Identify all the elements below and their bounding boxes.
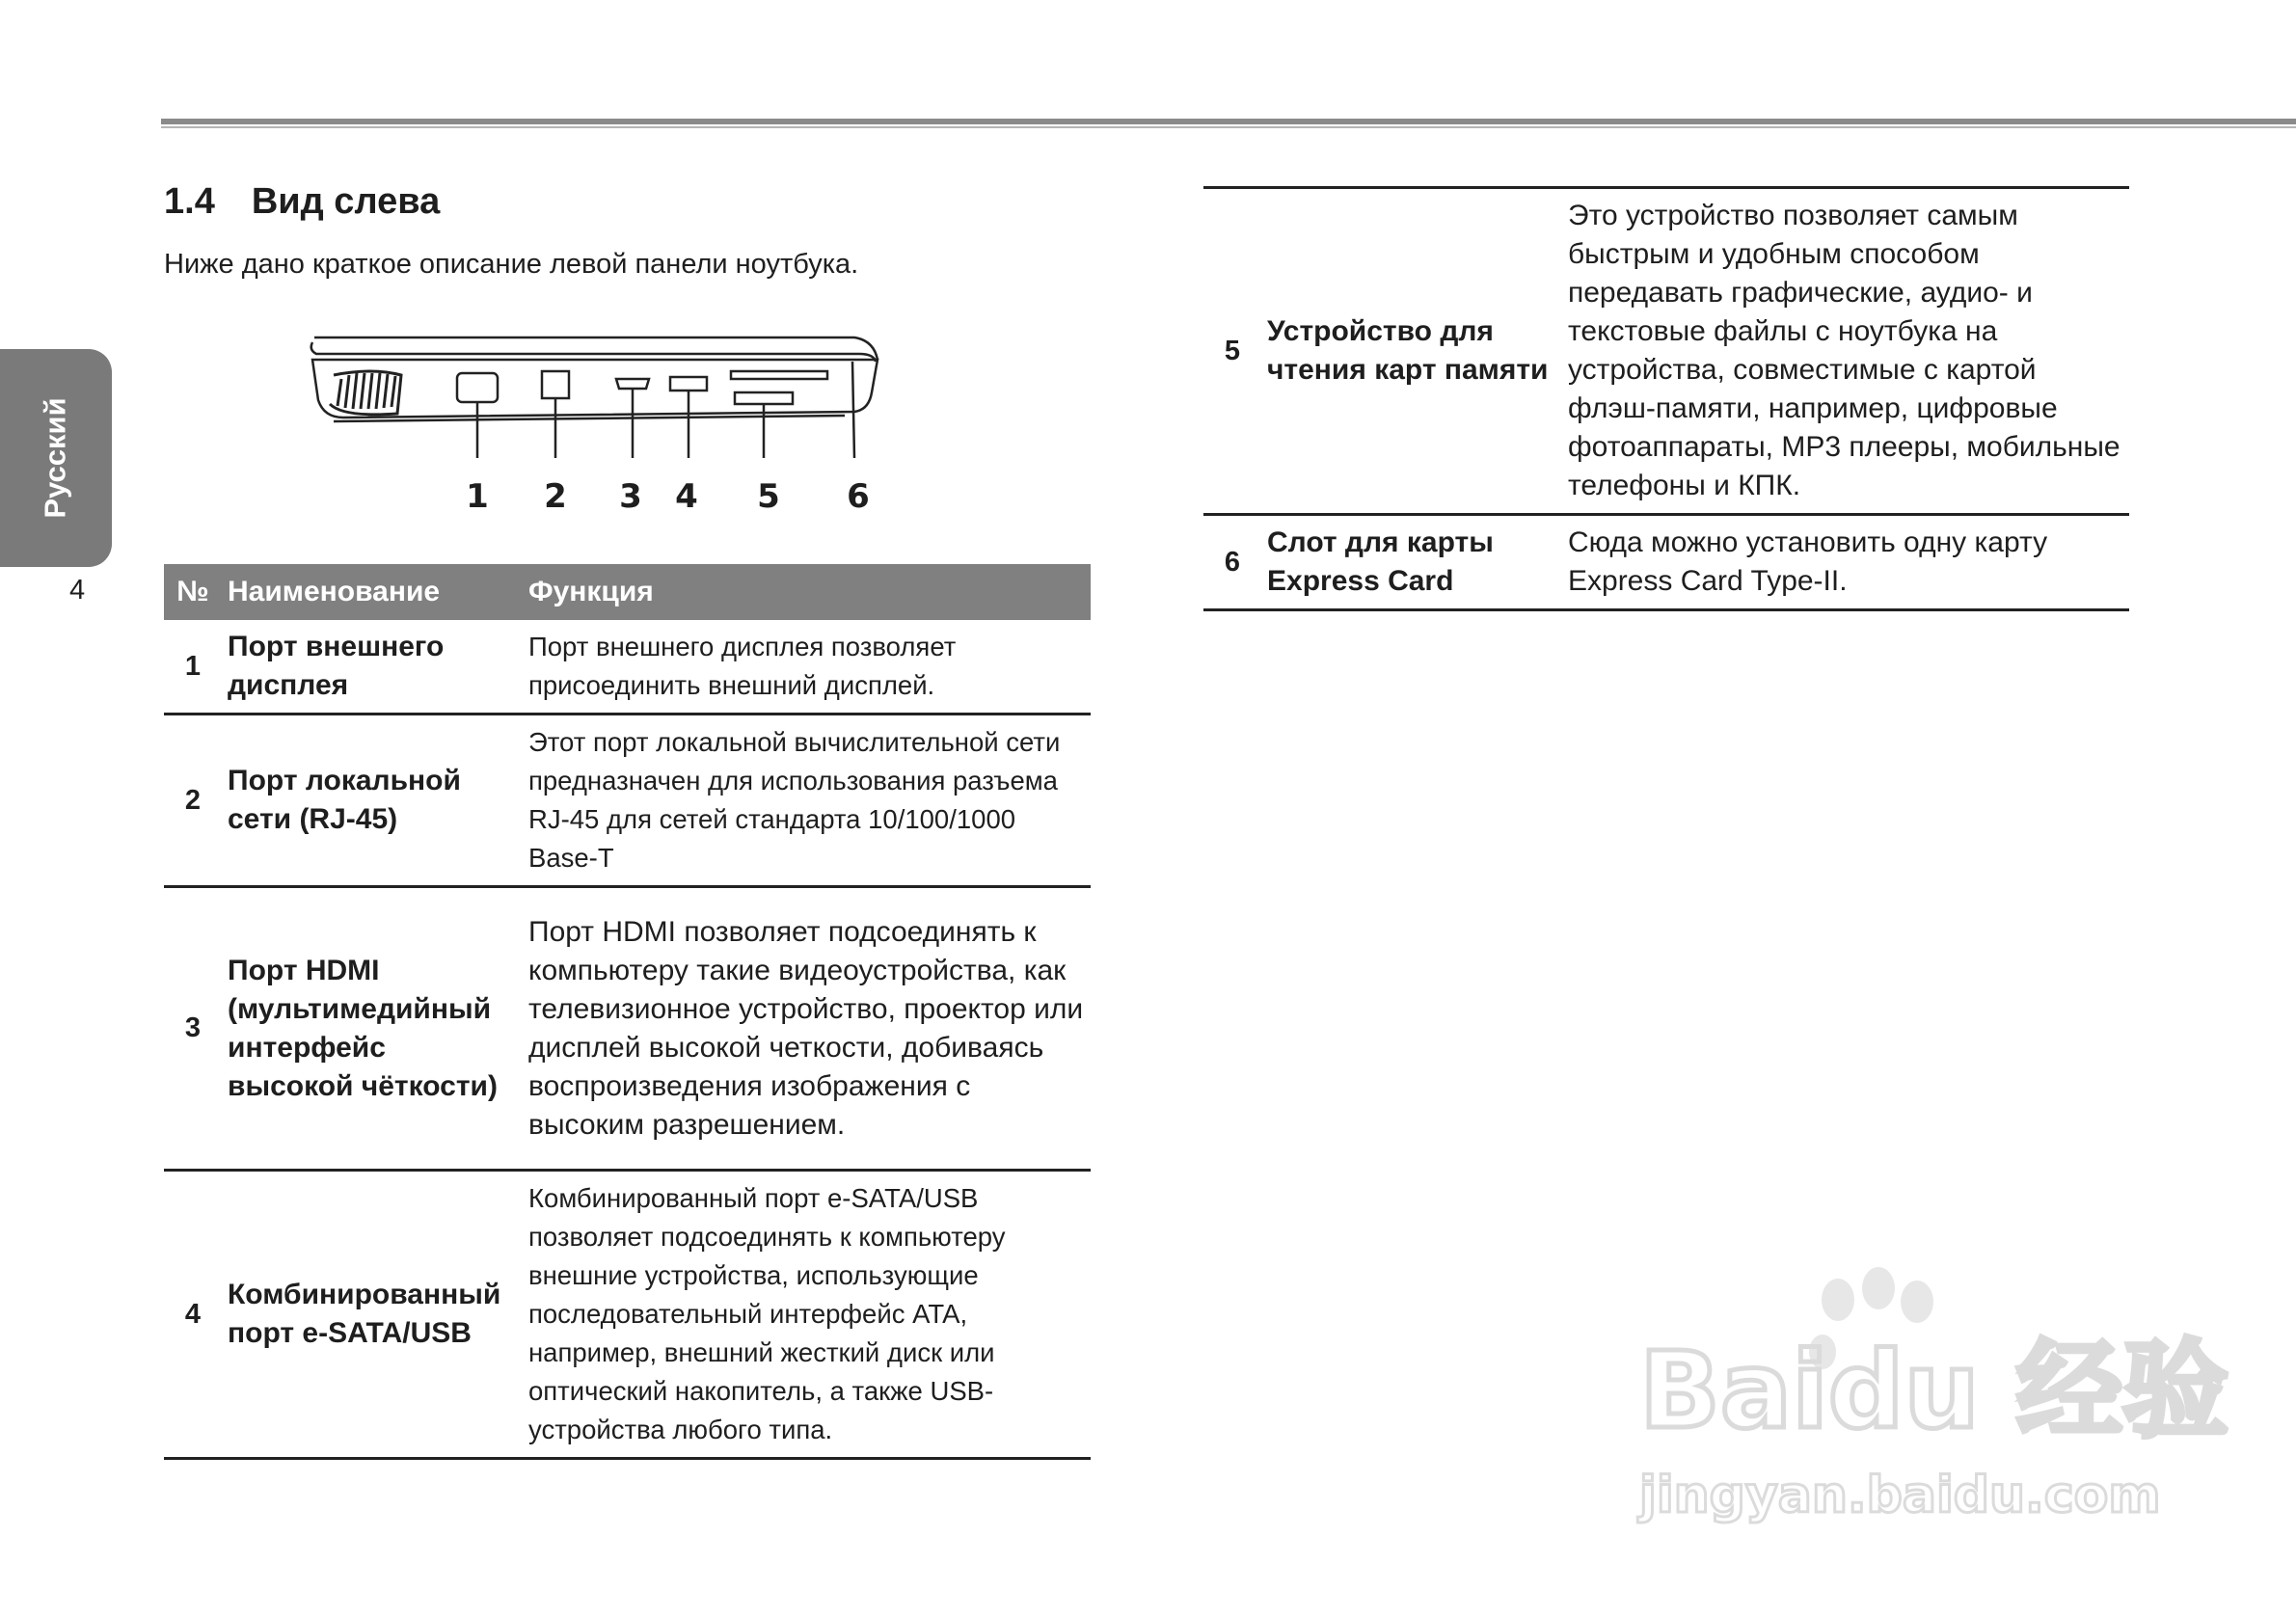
row-function: Сюда можно установить одну карту Express Card Type-II. — [1562, 515, 2129, 610]
watermark-url: jingyan.baidu.com — [1639, 1467, 2161, 1524]
row-number: 5 — [1203, 188, 1261, 515]
row-number: 3 — [164, 887, 222, 1171]
header-rule — [161, 119, 2296, 124]
row-name: Порт внешнего дисплея — [222, 620, 523, 715]
ports-table — [164, 564, 1091, 1460]
row-number: 1 — [164, 620, 222, 715]
watermark-brand: Baidu 经验 — [1639, 1329, 2229, 1452]
row-name: Слот для карты Express Card — [1261, 515, 1562, 610]
header-rule-thin — [161, 126, 2296, 128]
row-name: Порт локальной сети (RJ-45) — [222, 715, 523, 887]
expresscard-slot-icon — [731, 371, 827, 379]
row-function: Порт HDMI позволяет подсоединять к компьютеру такие видеоустройства, как телевизионное устройство, проектор или дисплей высокой четкости, добиваясь воспроизведения изображения с высоким разрешением. — [523, 887, 1091, 1171]
intro-text: Ниже дано краткое описание левой панели ноутбука. — [164, 249, 859, 280]
section-number: 1.4 — [164, 181, 215, 222]
esata-usb-port-icon — [670, 377, 707, 391]
table-row — [1203, 188, 2129, 515]
hdmi-port-icon — [616, 379, 649, 389]
table-row — [164, 1171, 1091, 1459]
callout-number-2: 2 — [544, 477, 567, 516]
vent-grille-icon — [330, 371, 401, 415]
vga-port-icon — [457, 373, 498, 402]
callout-number-5: 5 — [757, 477, 780, 516]
header-function: Функция — [523, 564, 1091, 620]
callout-number-4: 4 — [675, 477, 698, 516]
language-tab — [0, 349, 112, 567]
header-name: Наименование — [222, 564, 523, 620]
page-number: 4 — [69, 575, 86, 606]
callout-number-3: 3 — [619, 477, 642, 516]
row-name: Комбинированный порт e-SATA/USB — [222, 1171, 523, 1459]
table-header-row — [164, 564, 1091, 620]
section-title: Вид слева — [251, 181, 441, 222]
ports-table-continued — [1203, 186, 2129, 611]
row-number: 6 — [1203, 515, 1261, 610]
row-name: Устройство для чтения карт памяти — [1261, 188, 1562, 515]
table-row — [164, 887, 1091, 1171]
row-function: Порт внешнего дисплея позволяет присоединить внешний дисплей. — [523, 620, 1091, 715]
table-row — [164, 620, 1091, 715]
row-function: Это устройство позволяет самым быстрым и удобным способом передавать графические, аудио- и текстовые файлы с ноутбука на устройства, совместимые с картой флэш-памяти, например, цифровые фотоаппараты, MP3 плееры, мобильные телефоны и КПК. — [1562, 188, 2129, 515]
table-row — [164, 715, 1091, 887]
row-number: 2 — [164, 715, 222, 887]
row-function: Этот порт локальной вычислительной сети предназначен для использования разъема RJ-45 для сетей стандарта 10/100/1000 Base-T — [523, 715, 1091, 887]
header-number: № — [164, 564, 222, 620]
callout-line-6 — [852, 362, 854, 458]
section-heading — [164, 181, 440, 223]
callout-number-6: 6 — [847, 477, 870, 516]
row-number: 4 — [164, 1171, 222, 1459]
baidu-watermark — [1630, 1263, 2229, 1533]
lan-port-icon — [542, 371, 569, 398]
laptop-left-side-illustration — [305, 333, 883, 526]
row-name: Порт HDMI (мультимедийный интерфейс высокой чёткости) — [222, 887, 523, 1171]
language-tab-label: Русский — [39, 397, 73, 519]
callout-number-1: 1 — [466, 477, 489, 516]
card-reader-slot-icon — [735, 392, 793, 404]
table-row — [1203, 515, 2129, 610]
laptop-top-edge — [314, 337, 878, 360]
row-function: Комбинированный порт e-SATA/USB позволяет подсоединять к компьютеру внешние устройства, использующие последовательный интерфейс ATA, например, внешний жесткий диск или оптический накопитель, а также USB-устройства любого типа. — [523, 1171, 1091, 1459]
